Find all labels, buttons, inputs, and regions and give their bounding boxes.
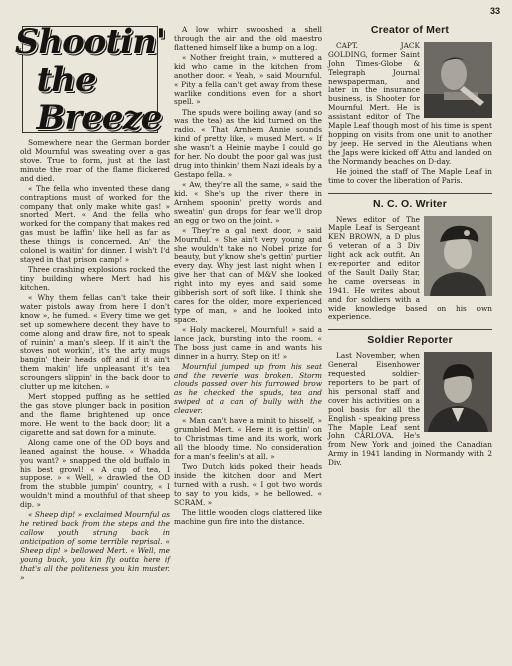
story-paragraph: Along came one of the OD boys and leaned against the house. « Whadda you want? » snapped the old buffalo in his best growl! « A cup of tea, I suppose. » « Well, » drawled the OD from the stubble jumpin' country, « I wouldn't mind a mouthful of that sheep dip. » xyxy=(20,437,170,510)
reporter-heading: Soldier Reporter xyxy=(367,334,453,347)
reporter-bio: Last November, when General Eisenhower requested soldier-reporters to be part of his personal staff and cover his activities on a pool basis for all the English - speaking press The Maple Leaf sent John CARLOVA. He's from New York and joined the Canadian Army in 1941 landing in Normandy with 2 Div. xyxy=(328,351,492,468)
nco-heading: N. C. O. Writer xyxy=(373,197,447,210)
creator-bio: CAPT. JACK GOLDING, former Saint John Times-Globe & Telegraph Journal newspaperman, and later in the insurance business, is Shooter for Mournful Mert. He is assistant editor of The Maple Leaf though most of his time is spent hopping on visits from one unit to another by jeep. He served in the Aleutians when the Japs were kicked off Attu and landed on the Normandy beaches on D-day. xyxy=(328,40,492,166)
reporter-photo xyxy=(424,352,492,432)
story-paragraph: « Why them fellas can't take their water pistols away from here I don't know », he fumed. « Every time we get set up somewhere decent they have to come along and draw fire, not to speak of ruinin' a man's sleep. If it ain't the stoves not workin', it's the arty mugs bangin' their heads off and if it ain't them makin' life unpleasant it's tea scroungers slippin' in the back door to clutter up me kitchen. » xyxy=(20,292,170,392)
column-middle xyxy=(174,26,322,528)
story-italic-paragraph: « Sheep dip! » exclaimed Mournful as he retired back from the steps and the callow youth strung back in anticipation of some terrible reprisal. « Sheep dip! » bellowed Mert. « Well, me young buck, you kin fly outta here if that's all the politeness you kin muster. » xyxy=(20,510,170,582)
story-paragraph: « They're a gal next door, » said Mournful. « She ain't very young and she wouldn't take no Nobel prize for beauty, but y'know she's gettin' purtier every day. Why jest last night when I give her that can of M&V she looked right into my eyes and said some gibberish sort of soft like. I think she cares for the older, more experienced type of man, » and he looked into space. xyxy=(174,225,322,324)
story-paragraph: The little wooden clogs clattered like machine gun fire into the distance. xyxy=(174,507,322,526)
story-paragraph: Mert stopped puffing as he settled the gas stove plunger back in position and the flame brightened up once more. He went to the back door; lit a cigarette and sat down for a minute. xyxy=(20,392,170,437)
feature-title-line1: Shootin' xyxy=(14,21,166,62)
story-paragraph: Somewhere near the German border old Mournful was sweating over a gas stove. True to form, just at the last minute the roar of the flame flickered and died. xyxy=(20,138,170,183)
story-paragraph: The spuds were boiling away (and so was the tea) as the kid turned on the radio. « That Arnhem Annie sounds kind of pretty like, » mused Mert. « If she wasn't a Heinie maybe I could go for her. No doubt the poor gal was just drug into thinkin' them Nazi ideals by a Gestapo fella. » xyxy=(174,107,322,179)
story-paragraph: Two Dutch kids poked their heads inside the kitchen door and Mert turned with a rush. « I got two words to say to you kids, » he bellowed. « SCRAM. » xyxy=(174,462,322,507)
section-divider xyxy=(328,193,492,194)
story-paragraph: « Man can't have a minit to hisself, » grumbled Mert. « Here it is gettin' on to Christmas time and its work, work all the bloody time. No consideration for a man's feelin's at all. » xyxy=(174,416,322,461)
section-divider xyxy=(328,329,492,330)
reporter-profile xyxy=(328,352,492,468)
story-paragraph: « The fella who invented these dang contraptions must of worked for the company that only make white gas! » snorted Mert. « And the fella who worked for the company that makes red gas must be laffin' like hell as far as these things is concerned. An' the colonel is waitin' for dinner. I wish't I'd stayed in that prison camp! » xyxy=(20,183,170,264)
story-italic-paragraph: Mournful jumped up from his seat and the reverie was broken. Storm clouds passed over his furrowed brow as he checked the spuds, tea and swiped at a can of bully with the cleaver. xyxy=(174,361,322,416)
nco-photo xyxy=(424,216,492,296)
column-left xyxy=(14,21,170,584)
story-paragraph: « Holy mackerel, Mournful! » said a lance jack, bursting into the room. « The boss just came in and wants his dinner in a hurry. Step on it! » xyxy=(174,324,322,361)
feature-title-line2: the Breeze xyxy=(36,59,162,138)
creator-photo xyxy=(424,42,492,118)
feature-title-box xyxy=(14,21,166,138)
page-number: 33 xyxy=(489,6,500,16)
column-right xyxy=(328,26,492,469)
creator-bio: He joined the staff of The Maple Leaf in time to cover the liberation of Paris. xyxy=(328,166,492,185)
creator-heading: Creator of Mert xyxy=(370,24,450,36)
story-paragraph: Three crashing explosions rocked the tiny building where Mert had his kitchen. xyxy=(20,265,170,292)
nco-profile xyxy=(328,216,492,323)
creator-profile xyxy=(328,42,492,186)
story-paragraph: A low whirr swooshed a shell through the air and the old maestro flattened himself like a bump on a log. xyxy=(174,25,322,52)
nco-bio: News editor of The Maple Leaf is Sergeant KEN BROWN, a D plus 6 veteran of a 3 Div light ack ack outfit. An ex-reporter and editor of the Sault Daily Star, he came overseas in 1941. He writes about and for soldiers with a wide knowledge based on his own experience. xyxy=(328,214,492,322)
story-paragraph: « Aw, they're all the same, » said the kid. « She's up the river there in Arnhem spoonin' pretty words and sweatin' gun drops for fear we'll drop an egg or two on the joint. » xyxy=(174,179,322,225)
story-paragraph: « Nother freight train, » muttered a kid who came in the kitchen from another door. « Yeah, » said Mournful. « Pity a fella can't get away from these warlike conditions even for a short spell. » xyxy=(174,52,322,107)
